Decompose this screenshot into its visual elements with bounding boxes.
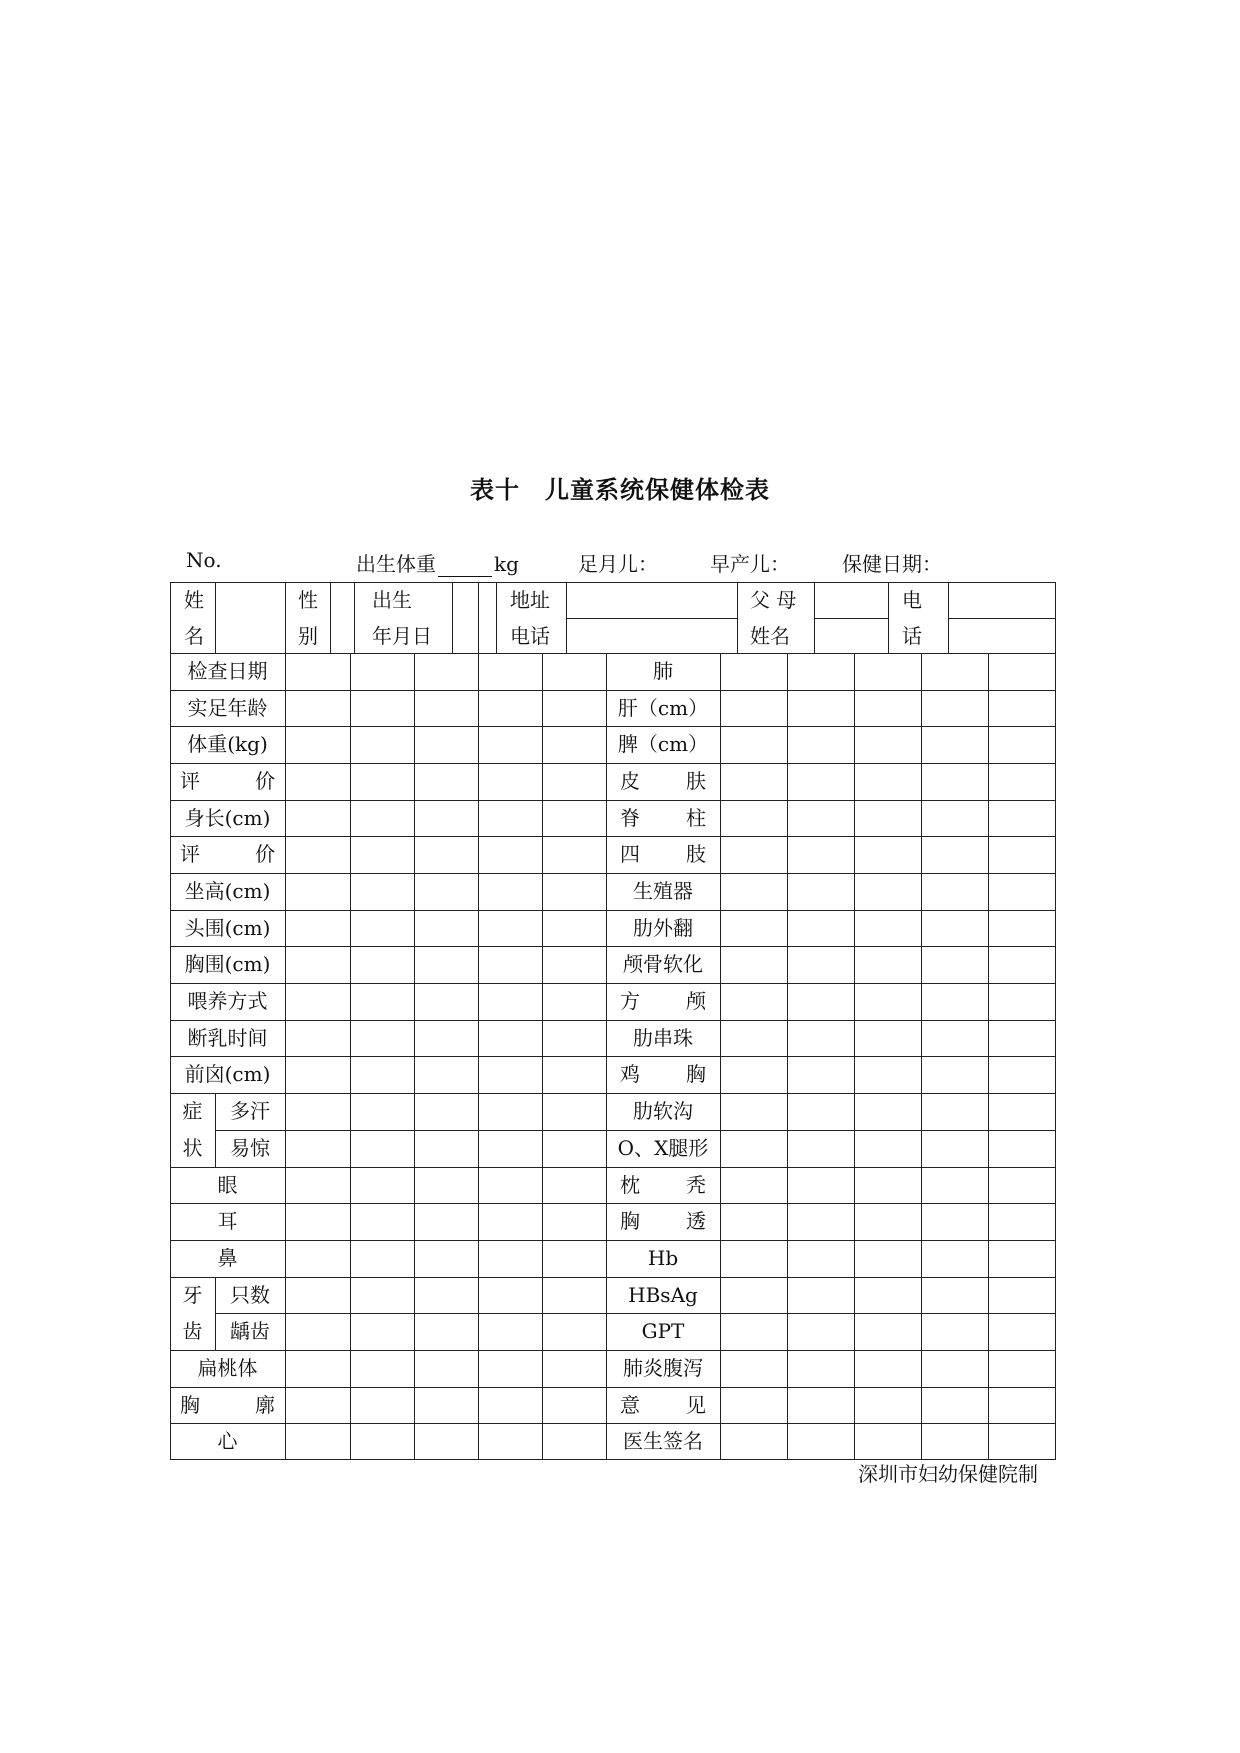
left-row-label: 喂养方式 [187, 989, 268, 1014]
premature-label: 早产儿： [710, 552, 790, 576]
right-row-label: 意 见 [620, 1392, 706, 1417]
left-row-label: 鼻 [217, 1245, 238, 1270]
right-row-label: 肺炎腹泻 [623, 1355, 703, 1380]
info-divider [496, 582, 497, 653]
page-title: 表十 儿童系统保健体检表 [470, 476, 770, 504]
info-divider [478, 582, 479, 653]
right-row-label: 四 肢 [620, 842, 706, 867]
left-row-label: 前囟(cm) [184, 1062, 271, 1087]
address-label-top: 地址 [510, 588, 550, 612]
sex-label-top: 性 [298, 588, 318, 612]
column-line [478, 653, 479, 1460]
symptom-group-label: 状 [182, 1135, 203, 1160]
right-row-label: 肝（cm） [617, 695, 709, 720]
teeth-group-label: 牙 [182, 1282, 203, 1307]
column-line [414, 653, 415, 1460]
left-row-label: 心 [217, 1429, 238, 1454]
column-line [787, 653, 788, 1460]
full-term-label: 足月儿： [578, 552, 658, 576]
right-row-label: Hb [647, 1245, 679, 1270]
row-line [170, 1167, 1056, 1168]
left-row-label: 多汗 [230, 1099, 270, 1124]
birth-weight-field [356, 548, 519, 577]
left-row-label: 评 价 [180, 842, 275, 867]
birth-label-bottom: 年月日 [372, 624, 432, 648]
right-row-label: 肋外翻 [633, 915, 693, 940]
right-row-label: 生殖器 [633, 879, 693, 904]
column-line [988, 653, 989, 1460]
right-row-label: 鸡 胸 [620, 1062, 706, 1087]
teeth-group-label: 齿 [182, 1319, 203, 1344]
name-label-top: 姓 [184, 588, 204, 612]
column-line [542, 653, 543, 1460]
info-divider [452, 582, 453, 653]
info-divider [285, 582, 286, 653]
parents-label-bottom: 姓名 [750, 624, 790, 648]
birth-weight-label: 出生体重 [356, 552, 436, 576]
info-value-divider [566, 618, 737, 619]
right-row-label: 肋串珠 [633, 1025, 693, 1050]
row-line [170, 983, 1056, 984]
left-row-label: 胸围(cm) [184, 952, 271, 977]
right-row-label: 肋软沟 [633, 1099, 693, 1124]
row-line [170, 1387, 1056, 1388]
birth-weight-unit: kg [494, 552, 519, 576]
parents-label-top: 父 母 [750, 588, 797, 612]
column-line [285, 653, 286, 1460]
info-divider [888, 582, 889, 653]
left-row-label: 只数 [230, 1282, 270, 1307]
right-row-label: 颅骨软化 [623, 952, 703, 977]
left-row-label: 胸 廓 [180, 1392, 275, 1417]
left-row-label: 扁桃体 [197, 1355, 258, 1380]
care-date-label: 保健日期： [842, 552, 942, 576]
column-line [720, 653, 721, 1460]
row-line [170, 1203, 1056, 1204]
right-row-label: 胸 透 [620, 1209, 706, 1234]
right-row-label: 皮 肤 [620, 769, 706, 794]
right-row-label: 脊 柱 [620, 805, 706, 830]
left-row-label: 断乳时间 [187, 1025, 268, 1050]
column-line [854, 653, 855, 1460]
phone-label-bottom: 话 [902, 624, 922, 648]
footer-issuer: 深圳市妇幼保健院制 [858, 1462, 1038, 1486]
left-row-label: 头围(cm) [184, 915, 271, 940]
left-row-label: 龋齿 [230, 1319, 270, 1344]
row-line [170, 800, 1056, 801]
right-row-label: 方 颅 [620, 989, 706, 1014]
phone-label-top: 电 [902, 588, 922, 612]
column-line [921, 653, 922, 1460]
birth-weight-blank[interactable] [438, 558, 492, 577]
left-row-label: 评 价 [180, 769, 275, 794]
left-row-label: 易惊 [230, 1135, 270, 1160]
info-value-divider [814, 618, 888, 619]
row-line [170, 763, 1056, 764]
birth-label-top: 出生 [372, 588, 412, 612]
right-row-label: O、X腿形 [617, 1135, 709, 1160]
info-divider [354, 582, 355, 653]
left-row-label: 体重(kg) [187, 732, 268, 757]
column-line [350, 653, 351, 1460]
name-label-bottom: 名 [184, 624, 204, 648]
right-row-label: GPT [641, 1319, 685, 1344]
sex-label-bottom: 别 [298, 624, 318, 648]
symptom-group-label: 症 [182, 1099, 203, 1124]
right-row-label: 脾（cm） [617, 732, 709, 757]
info-value-divider [948, 618, 1056, 619]
left-row-label: 眼 [217, 1172, 238, 1197]
row-line [170, 836, 1056, 837]
right-row-label: 医生签名 [623, 1429, 703, 1454]
left-row-label: 坐高(cm) [184, 879, 271, 904]
left-row-label: 身长(cm) [184, 805, 271, 830]
left-row-label: 耳 [217, 1209, 238, 1234]
address-label-bottom: 电话 [510, 624, 550, 648]
info-divider [215, 582, 216, 653]
no-label: No. [186, 548, 222, 572]
info-divider [737, 582, 738, 653]
left-row-label: 实足年龄 [187, 695, 268, 720]
right-row-label: HBsAg [628, 1282, 698, 1307]
left-row-label: 检查日期 [187, 659, 268, 683]
right-row-label: 枕 秃 [620, 1172, 706, 1197]
row-line [170, 1056, 1056, 1057]
info-divider [330, 582, 331, 653]
right-row-label: 肺 [653, 659, 673, 683]
